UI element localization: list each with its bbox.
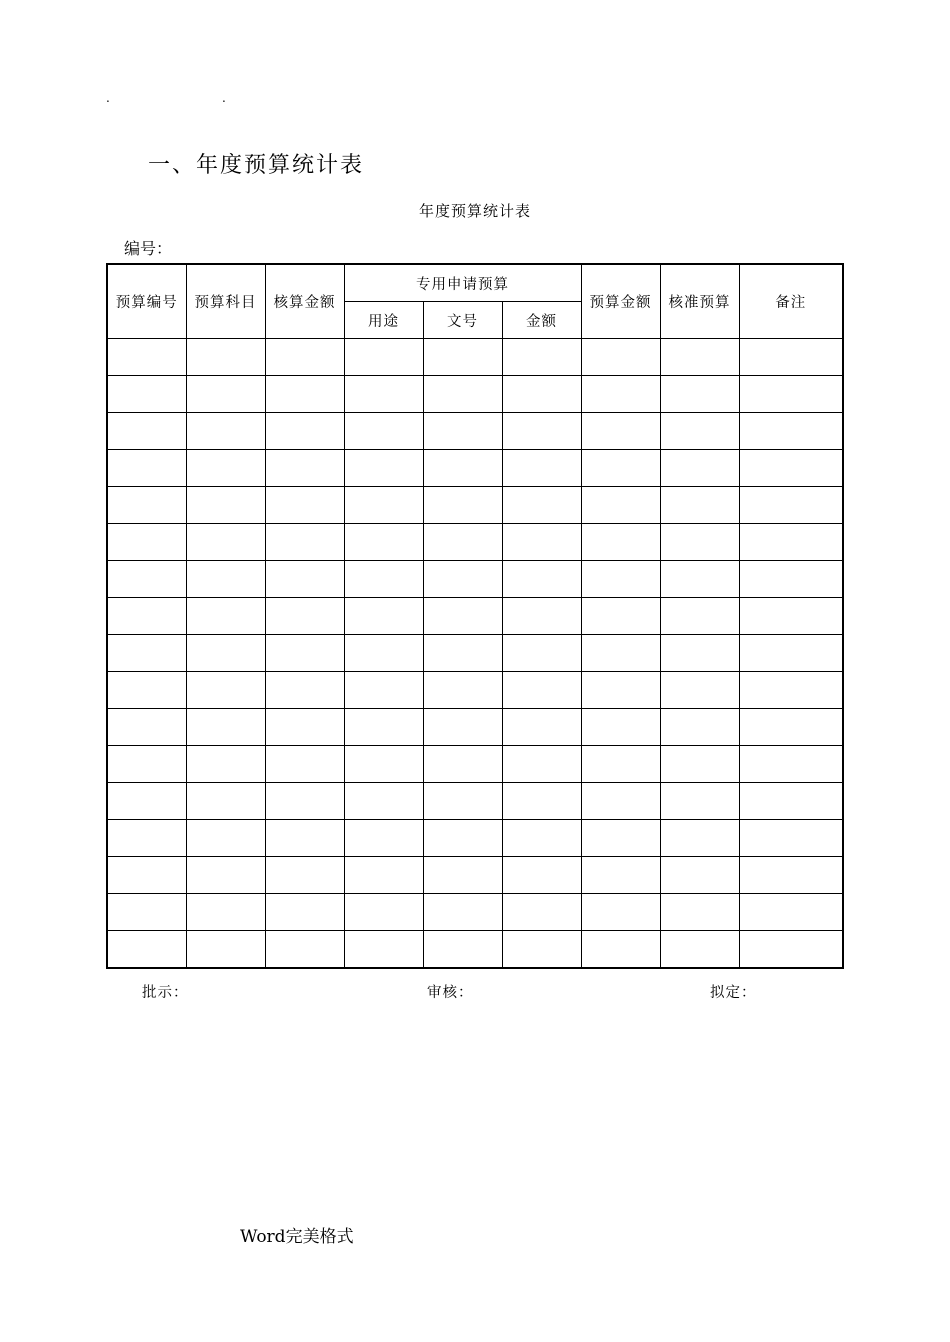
- table-cell[interactable]: [660, 783, 739, 820]
- table-cell[interactable]: [739, 524, 843, 561]
- table-cell[interactable]: [581, 746, 660, 783]
- table-cell[interactable]: [423, 598, 502, 635]
- table-cell[interactable]: [265, 635, 344, 672]
- table-row: [107, 857, 843, 894]
- col-header-amount: 金额: [502, 302, 581, 339]
- table-cell[interactable]: [581, 376, 660, 413]
- budget-statistics-table: [106, 263, 844, 969]
- table-cell[interactable]: [265, 561, 344, 598]
- table-cell[interactable]: [107, 339, 186, 376]
- table-cell[interactable]: [502, 450, 581, 487]
- table-cell[interactable]: [186, 635, 265, 672]
- table-cell[interactable]: [581, 931, 660, 969]
- table-cell[interactable]: [107, 783, 186, 820]
- table-cell[interactable]: [186, 672, 265, 709]
- table-cell[interactable]: [581, 487, 660, 524]
- table-cell[interactable]: [423, 487, 502, 524]
- col-header-approved-budget: 核准预算: [660, 264, 739, 339]
- table-cell[interactable]: [502, 376, 581, 413]
- table-cell[interactable]: [344, 339, 423, 376]
- table-cell[interactable]: [581, 857, 660, 894]
- table-cell[interactable]: [344, 894, 423, 931]
- table-cell[interactable]: [423, 376, 502, 413]
- table-cell[interactable]: [344, 598, 423, 635]
- table-cell[interactable]: [502, 598, 581, 635]
- table-row: [107, 635, 843, 672]
- table-cell[interactable]: [502, 857, 581, 894]
- header-dot-right: .: [222, 91, 226, 105]
- table-cell[interactable]: [344, 635, 423, 672]
- section-heading: 一、年度预算统计表: [148, 153, 365, 178]
- table-row: [107, 487, 843, 524]
- table-cell[interactable]: [265, 672, 344, 709]
- table-cell[interactable]: [186, 524, 265, 561]
- table-cell[interactable]: [186, 561, 265, 598]
- col-header-accounting-amount: 核算金额: [265, 264, 344, 339]
- table-cell[interactable]: [502, 931, 581, 969]
- table-cell[interactable]: [265, 524, 344, 561]
- table-cell[interactable]: [107, 376, 186, 413]
- table-cell[interactable]: [107, 709, 186, 746]
- table-cell[interactable]: [107, 894, 186, 931]
- table-cell[interactable]: [423, 450, 502, 487]
- table-cell[interactable]: [739, 450, 843, 487]
- table-cell[interactable]: [581, 783, 660, 820]
- table-row: [107, 783, 843, 820]
- table-cell[interactable]: [660, 487, 739, 524]
- table-cell[interactable]: [502, 709, 581, 746]
- table-cell[interactable]: [344, 413, 423, 450]
- table-cell[interactable]: [660, 746, 739, 783]
- table-cell[interactable]: [502, 413, 581, 450]
- table-cell[interactable]: [581, 709, 660, 746]
- table-cell[interactable]: [186, 857, 265, 894]
- table-cell[interactable]: [423, 524, 502, 561]
- table-cell[interactable]: [660, 709, 739, 746]
- table-cell[interactable]: [107, 524, 186, 561]
- col-header-budget-no: 预算编号: [107, 264, 186, 339]
- table-cell[interactable]: [660, 598, 739, 635]
- table-cell[interactable]: [581, 598, 660, 635]
- table-cell[interactable]: [739, 598, 843, 635]
- table-cell[interactable]: [581, 413, 660, 450]
- table-row: [107, 931, 843, 969]
- table-cell[interactable]: [739, 635, 843, 672]
- table-row: [107, 820, 843, 857]
- table-cell[interactable]: [739, 820, 843, 857]
- table-row: [107, 376, 843, 413]
- table-cell[interactable]: [186, 376, 265, 413]
- table-row: [107, 746, 843, 783]
- table-cell[interactable]: [423, 339, 502, 376]
- table-cell[interactable]: [423, 635, 502, 672]
- table-cell[interactable]: [739, 857, 843, 894]
- table-cell[interactable]: [739, 894, 843, 931]
- table-cell[interactable]: [423, 783, 502, 820]
- table-cell[interactable]: [107, 746, 186, 783]
- table-cell[interactable]: [423, 413, 502, 450]
- table-cell[interactable]: [423, 820, 502, 857]
- table-cell[interactable]: [186, 931, 265, 969]
- table-cell[interactable]: [344, 487, 423, 524]
- table-cell[interactable]: [581, 339, 660, 376]
- table-cell[interactable]: [660, 376, 739, 413]
- table-cell[interactable]: [344, 376, 423, 413]
- table-cell[interactable]: [660, 672, 739, 709]
- table-cell[interactable]: [186, 894, 265, 931]
- table-cell[interactable]: [739, 783, 843, 820]
- table-row: [107, 894, 843, 931]
- table-cell[interactable]: [265, 487, 344, 524]
- table-cell[interactable]: [739, 376, 843, 413]
- table-row: [107, 413, 843, 450]
- table-cell[interactable]: [107, 857, 186, 894]
- table-cell[interactable]: [186, 413, 265, 450]
- table-cell[interactable]: [265, 709, 344, 746]
- table-cell[interactable]: [107, 672, 186, 709]
- table-cell[interactable]: [186, 746, 265, 783]
- table-row: [107, 672, 843, 709]
- table-cell[interactable]: [502, 783, 581, 820]
- table-cell[interactable]: [423, 709, 502, 746]
- table-cell[interactable]: [186, 450, 265, 487]
- table-cell[interactable]: [186, 820, 265, 857]
- table-cell[interactable]: [423, 931, 502, 969]
- table-cell[interactable]: [502, 746, 581, 783]
- col-header-document-no: 文号: [423, 302, 502, 339]
- table-cell[interactable]: [423, 672, 502, 709]
- table-cell[interactable]: [344, 709, 423, 746]
- table-cell[interactable]: [186, 598, 265, 635]
- table-cell[interactable]: [502, 635, 581, 672]
- table-cell[interactable]: [186, 783, 265, 820]
- table-cell[interactable]: [265, 857, 344, 894]
- table-cell[interactable]: [660, 635, 739, 672]
- table-cell[interactable]: [107, 450, 186, 487]
- footer-text: Word完美格式: [240, 1227, 354, 1247]
- table-cell[interactable]: [739, 672, 843, 709]
- instruction-signature-label: 批示：: [142, 985, 189, 1001]
- table-cell[interactable]: [423, 746, 502, 783]
- table-cell[interactable]: [502, 524, 581, 561]
- table-row: [107, 709, 843, 746]
- table-cell[interactable]: [660, 561, 739, 598]
- table-cell[interactable]: [423, 561, 502, 598]
- header-dot-left: .: [106, 91, 110, 105]
- table-cell[interactable]: [660, 931, 739, 969]
- table-cell[interactable]: [502, 672, 581, 709]
- table-cell[interactable]: [739, 339, 843, 376]
- table-title: 年度预算统计表: [418, 202, 531, 220]
- col-header-usage: 用途: [344, 302, 423, 339]
- table-cell[interactable]: [186, 339, 265, 376]
- table-cell[interactable]: [344, 561, 423, 598]
- table-cell[interactable]: [660, 339, 739, 376]
- table-cell[interactable]: [423, 894, 502, 931]
- table-cell[interactable]: [265, 339, 344, 376]
- table-cell[interactable]: [344, 857, 423, 894]
- table-row: [107, 598, 843, 635]
- table-cell[interactable]: [739, 561, 843, 598]
- table-cell[interactable]: [739, 487, 843, 524]
- table-cell[interactable]: [265, 413, 344, 450]
- table-cell[interactable]: [265, 820, 344, 857]
- table-cell[interactable]: [344, 820, 423, 857]
- table-row: [107, 339, 843, 376]
- table-cell[interactable]: [502, 894, 581, 931]
- table-cell[interactable]: [502, 561, 581, 598]
- col-header-special-application: 专用申请预算: [344, 264, 581, 302]
- table-row: [107, 524, 843, 561]
- table-cell[interactable]: [265, 746, 344, 783]
- col-header-budget-amount: 预算金额: [581, 264, 660, 339]
- table-cell[interactable]: [581, 561, 660, 598]
- table-row: [107, 561, 843, 598]
- table-cell[interactable]: [265, 450, 344, 487]
- table-cell[interactable]: [344, 524, 423, 561]
- table-cell[interactable]: [265, 376, 344, 413]
- table-cell[interactable]: [344, 450, 423, 487]
- table-cell[interactable]: [186, 709, 265, 746]
- table-cell[interactable]: [581, 524, 660, 561]
- table-cell[interactable]: [107, 931, 186, 969]
- table-cell[interactable]: [265, 598, 344, 635]
- table-cell[interactable]: [739, 931, 843, 969]
- table-cell[interactable]: [660, 820, 739, 857]
- drafted-signature-label: 拟定：: [710, 985, 757, 1001]
- table-cell[interactable]: [739, 413, 843, 450]
- table-cell[interactable]: [581, 820, 660, 857]
- table-cell[interactable]: [265, 783, 344, 820]
- table-cell[interactable]: [107, 487, 186, 524]
- col-header-budget-subject: 预算科目: [186, 264, 265, 339]
- table-cell[interactable]: [107, 635, 186, 672]
- table-cell[interactable]: [739, 746, 843, 783]
- table-cell[interactable]: [581, 894, 660, 931]
- serial-number-label: 编号：: [124, 239, 173, 258]
- table-cell[interactable]: [581, 450, 660, 487]
- table-cell[interactable]: [502, 487, 581, 524]
- table-cell[interactable]: [265, 931, 344, 969]
- table-cell[interactable]: [660, 413, 739, 450]
- table-cell[interactable]: [265, 894, 344, 931]
- table-cell[interactable]: [344, 931, 423, 969]
- table-cell[interactable]: [502, 339, 581, 376]
- table-cell[interactable]: [423, 857, 502, 894]
- table-cell[interactable]: [344, 672, 423, 709]
- table-cell[interactable]: [344, 746, 423, 783]
- table-cell[interactable]: [581, 672, 660, 709]
- table-cell[interactable]: [581, 635, 660, 672]
- table-cell[interactable]: [502, 820, 581, 857]
- table-cell[interactable]: [660, 894, 739, 931]
- table-row: [107, 450, 843, 487]
- table-cell[interactable]: [344, 783, 423, 820]
- table-cell[interactable]: [107, 413, 186, 450]
- table-cell[interactable]: [186, 487, 265, 524]
- table-cell[interactable]: [107, 561, 186, 598]
- table-cell[interactable]: [660, 450, 739, 487]
- table-cell[interactable]: [739, 709, 843, 746]
- review-signature-label: 审核：: [427, 985, 474, 1001]
- col-header-remarks: 备注: [739, 264, 843, 339]
- table-cell[interactable]: [107, 598, 186, 635]
- table-cell[interactable]: [660, 524, 739, 561]
- table-cell[interactable]: [660, 857, 739, 894]
- table-cell[interactable]: [107, 820, 186, 857]
